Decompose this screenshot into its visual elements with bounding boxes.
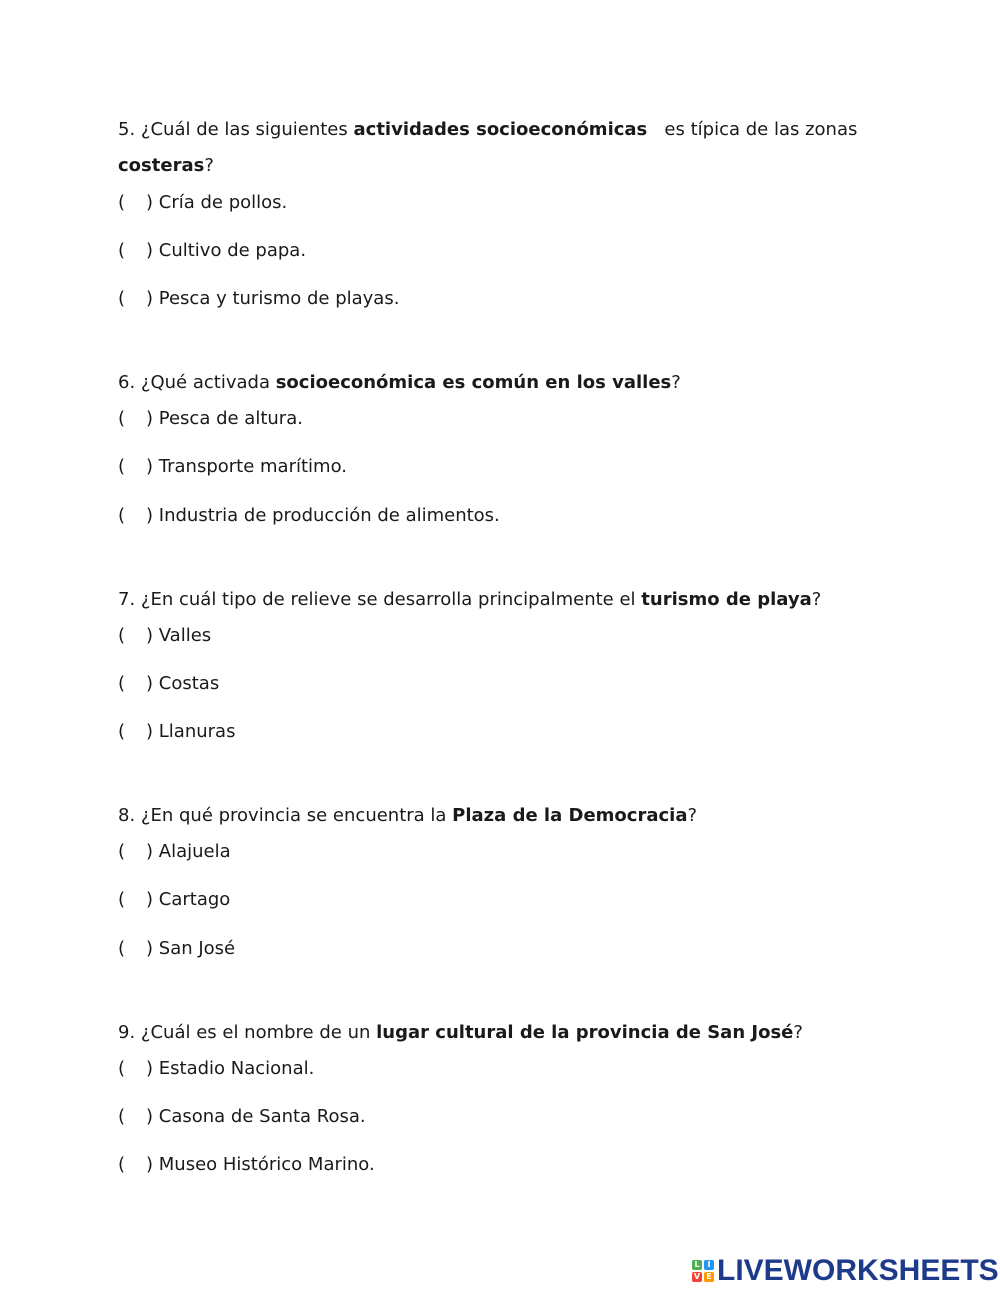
option-7b[interactable]: ( ) Costas xyxy=(118,673,220,694)
option-5c[interactable]: ( ) Pesca y turismo de playas. xyxy=(118,288,400,309)
option-6a[interactable]: ( ) Pesca de altura. xyxy=(118,408,303,429)
option-label: Cartago xyxy=(158,889,231,910)
option-label: Valles xyxy=(158,625,212,646)
question-7 xyxy=(118,582,888,618)
option-label: Casona de Santa Rosa. xyxy=(158,1106,366,1127)
question-6-text: 6. ¿Qué activada socioeconómica es común en los valles? xyxy=(118,372,681,393)
question-7-text: 7. ¿En cuál tipo de relieve se desarrolla principalmente el turismo de playa? xyxy=(118,589,822,610)
option-label: Cultivo de papa. xyxy=(158,240,307,261)
liveworksheets-logo xyxy=(692,1254,999,1288)
option-9b[interactable]: ( ) Casona de Santa Rosa. xyxy=(118,1106,366,1127)
question-8-text: 8. ¿En qué provincia se encuentra la Plaza de la Democracia? xyxy=(118,805,698,826)
option-label: Costas xyxy=(158,673,220,694)
question-5 xyxy=(118,112,888,184)
option-6b[interactable]: ( ) Transporte marítimo. xyxy=(118,456,348,477)
option-7a[interactable]: ( ) Valles xyxy=(118,625,212,646)
question-6 xyxy=(118,365,888,401)
logo-badge-cell: V xyxy=(693,1272,701,1281)
option-9a[interactable]: ( ) Estadio Nacional. xyxy=(118,1058,315,1079)
option-label: Pesca de altura. xyxy=(158,408,303,429)
option-9c[interactable]: ( ) Museo Histórico Marino. xyxy=(118,1154,375,1175)
option-5b[interactable]: ( ) Cultivo de papa. xyxy=(118,240,307,261)
option-label: Industria de producción de alimentos. xyxy=(158,505,500,526)
option-8b[interactable]: ( ) Cartago xyxy=(118,889,231,910)
option-label: Estadio Nacional. xyxy=(158,1058,315,1079)
question-9-text: 9. ¿Cuál es el nombre de un lugar cultural de la provincia de San José? xyxy=(118,1022,803,1043)
question-8 xyxy=(118,798,888,834)
logo-badge-cell: I xyxy=(704,1260,714,1270)
option-label: Llanuras xyxy=(158,721,236,742)
question-5-text: 5. ¿Cuál de las siguientes actividades socioeconómicas es típica de las zonas costeras? xyxy=(118,119,864,176)
option-7c[interactable]: ( ) Llanuras xyxy=(118,721,236,742)
option-label: Cría de pollos. xyxy=(158,192,288,213)
option-8c[interactable]: ( ) San José xyxy=(118,938,236,959)
option-5a[interactable]: ( ) Cría de pollos. xyxy=(118,192,288,213)
logo-badge-cell: E xyxy=(704,1272,714,1282)
option-label: San José xyxy=(158,938,236,959)
option-label: Alajuela xyxy=(158,841,231,862)
option-8a[interactable]: ( ) Alajuela xyxy=(118,841,231,862)
option-label: Museo Histórico Marino. xyxy=(158,1154,375,1175)
option-6c[interactable]: ( ) Industria de producción de alimentos. xyxy=(118,505,500,526)
option-label: Pesca y turismo de playas. xyxy=(158,288,400,309)
logo-badge-icon xyxy=(692,1260,714,1282)
logo-text: LIVEWORKSHEETS xyxy=(717,1254,999,1287)
logo-badge-cell: L xyxy=(692,1260,702,1270)
question-9 xyxy=(118,1015,888,1051)
option-label: Transporte marítimo. xyxy=(158,456,348,477)
